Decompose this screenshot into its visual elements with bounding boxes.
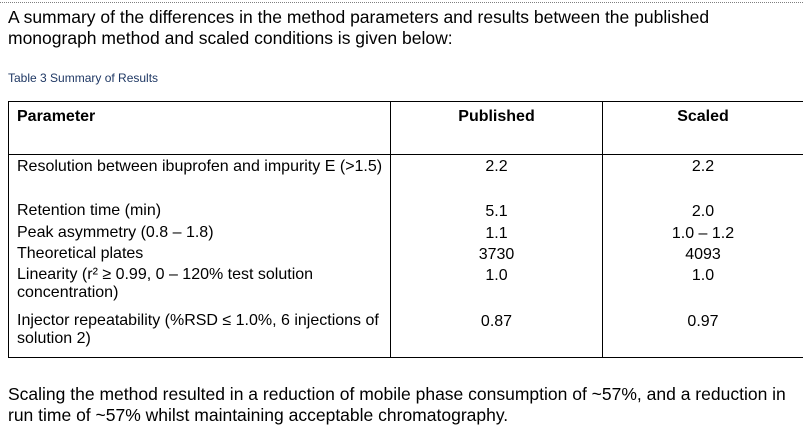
scaled-cell: 2.2 — [603, 155, 803, 202]
header-scaled: Scaled — [603, 102, 803, 155]
parameter-cell: Peak asymmetry (0.8 – 1.8) — [9, 224, 391, 245]
intro-paragraph: A summary of the differences in the method parameters and results between the published monograph method and scaled conditions is given below: — [8, 7, 710, 48]
top-dotted-rule — [0, 2, 803, 3]
published-cell: 5.1 — [391, 202, 603, 224]
scaled-cell: 0.97 — [603, 312, 803, 358]
table-header-row — [9, 102, 803, 155]
published-cell: 2.2 — [391, 155, 603, 202]
scaled-cell: 1.0 — [603, 266, 803, 312]
parameter-cell: Injector repeatability (%RSD ≤ 1.0%, 6 injections of solution 2) — [9, 312, 391, 358]
conclusion-paragraph: Scaling the method resulted in a reduction of mobile phase consumption of ~57%, and a reduction in run time of ~57% whilst maintaining acceptable chromatography. — [8, 384, 786, 425]
table-row — [9, 266, 803, 312]
parameter-cell: Retention time (min) — [9, 202, 391, 224]
parameter-cell: Theoretical plates — [9, 245, 391, 266]
table-caption: Table 3 Summary of Results — [8, 71, 159, 85]
table-row — [9, 224, 803, 245]
table-row — [9, 202, 803, 224]
scaled-cell: 2.0 — [603, 202, 803, 224]
table-row — [9, 155, 803, 202]
scaled-cell: 4093 — [603, 245, 803, 266]
scaled-cell: 1.0 – 1.2 — [603, 224, 803, 245]
parameter-cell: Linearity (r² ≥ 0.99, 0 – 120% test solution concentration) — [9, 266, 391, 312]
published-cell: 0.87 — [391, 312, 603, 358]
published-cell: 1.0 — [391, 266, 603, 312]
header-published: Published — [391, 102, 603, 155]
parameter-cell: Resolution between ibuprofen and impurity E (>1.5) — [9, 155, 391, 202]
header-parameter: Parameter — [9, 102, 391, 155]
table-row — [9, 312, 803, 358]
results-table — [8, 101, 803, 358]
published-cell: 1.1 — [391, 224, 603, 245]
published-cell: 3730 — [391, 245, 603, 266]
table-row — [9, 245, 803, 266]
